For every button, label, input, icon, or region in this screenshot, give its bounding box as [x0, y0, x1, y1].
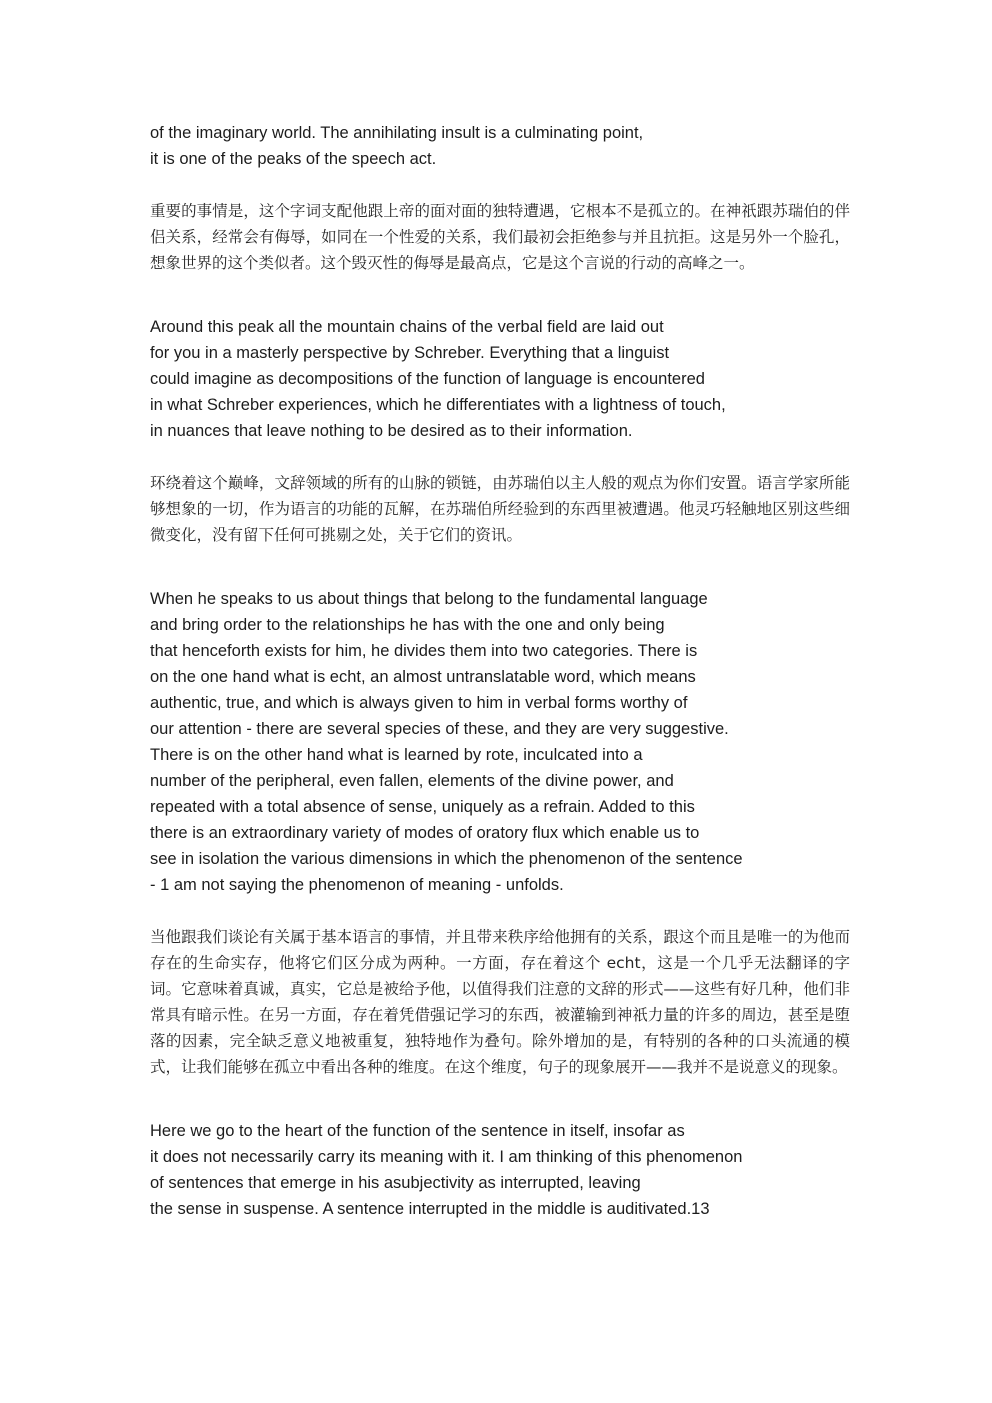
text-line: for you in a masterly perspective by Schreber. Everything that a linguist [150, 344, 670, 362]
english-paragraph-2 [150, 314, 850, 444]
text-line: in nuances that leave nothing to be desired as to their information. [150, 422, 633, 440]
chinese-paragraph-3: 当他跟我们谈论有关属于基本语言的事情，并且带来秩序给他拥有的关系，跟这个而且是唯一的为他而存在的生命实存，他将它们区分成为两种。一方面，存在着这个 echt，这是一个几乎无法翻译的字词。它意味着真诚，真实，它总是被给予他，以值得我们注意的文辞的形式——这些有好几种，他们非常具有暗示性。在另一方面，存在着凭借强记学习的东西，被灌输到神祇力量的许多的周边，甚至是堕落的因素，完全缺乏意义地被重复，独特地作为叠句。除外增加的是，有特别的各种的口头流通的模式，让我们能够在孤立中看出各种的维度。在这个维度，句子的现象展开——我并不是说意义的现象。 [150, 928, 850, 1076]
text-line: authentic, true, and which is always given to him in verbal forms worthy of [150, 694, 688, 712]
text-line: of the imaginary world. The annihilating insult is a culminating point, [150, 124, 644, 142]
text-line: Around this peak all the mountain chains of the verbal field are laid out [150, 318, 664, 336]
english-paragraph-3 [150, 586, 850, 898]
text-line: and bring order to the relationships he has with the one and only being [150, 616, 665, 634]
text-line: There is on the other hand what is learned by rote, inculcated into a [150, 746, 643, 764]
text-line: in what Schreber experiences, which he differentiates with a lightness of touch, [150, 396, 726, 414]
text-line: our attention - there are several species of these, and they are very suggestive. [150, 720, 729, 738]
text-line: it is one of the peaks of the speech act. [150, 150, 437, 168]
text-line: When he speaks to us about things that belong to the fundamental language [150, 590, 708, 608]
text-line: it does not necessarily carry its meaning with it. I am thinking of this phenomenon [150, 1148, 743, 1166]
english-paragraph-1 [150, 120, 850, 172]
text-line: see in isolation the various dimensions in which the phenomenon of the sentence [150, 850, 743, 868]
english-paragraph-4 [150, 1118, 850, 1222]
text-line: - 1 am not saying the phenomenon of meaning - unfolds. [150, 876, 564, 894]
text-line: that henceforth exists for him, he divides them into two categories. There is [150, 642, 698, 660]
text-line: the sense in suspense. A sentence interrupted in the middle is auditivated.13 [150, 1200, 710, 1218]
chinese-paragraph-2: 环绕着这个巅峰，文辞领域的所有的山脉的锁链，由苏瑞伯以主人般的观点为你们安置。语言学家所能够想象的一切，作为语言的功能的瓦解，在苏瑞伯所经验到的东西里被遭遇。他灵巧轻触地区别这些细微变化，没有留下任何可挑剔之处，关于它们的资讯。 [150, 474, 850, 544]
chinese-paragraph-1: 重要的事情是，这个字词支配他跟上帝的面对面的独特遭遇，它根本不是孤立的。在神祇跟苏瑞伯的伴侣关系，经常会有侮辱，如同在一个性爱的关系，我们最初会拒绝参与并且抗拒。这是另外一个脸孔，想象世界的这个类似者。这个毁灭性的侮辱是最高点，它是这个言说的行动的高峰之一。 [150, 202, 850, 272]
text-line: number of the peripheral, even fallen, elements of the divine power, and [150, 772, 674, 790]
text-line: on the one hand what is echt, an almost untranslatable word, which means [150, 668, 696, 686]
text-line: of sentences that emerge in his asubjectivity as interrupted, leaving [150, 1174, 641, 1192]
document-body [150, 120, 850, 1222]
text-line: there is an extraordinary variety of modes of oratory flux which enable us to [150, 824, 700, 842]
text-line: could imagine as decompositions of the function of language is encountered [150, 370, 705, 388]
text-line: repeated with a total absence of sense, uniquely as a refrain. Added to this [150, 798, 695, 816]
text-line: Here we go to the heart of the function of the sentence in itself, insofar as [150, 1122, 685, 1140]
